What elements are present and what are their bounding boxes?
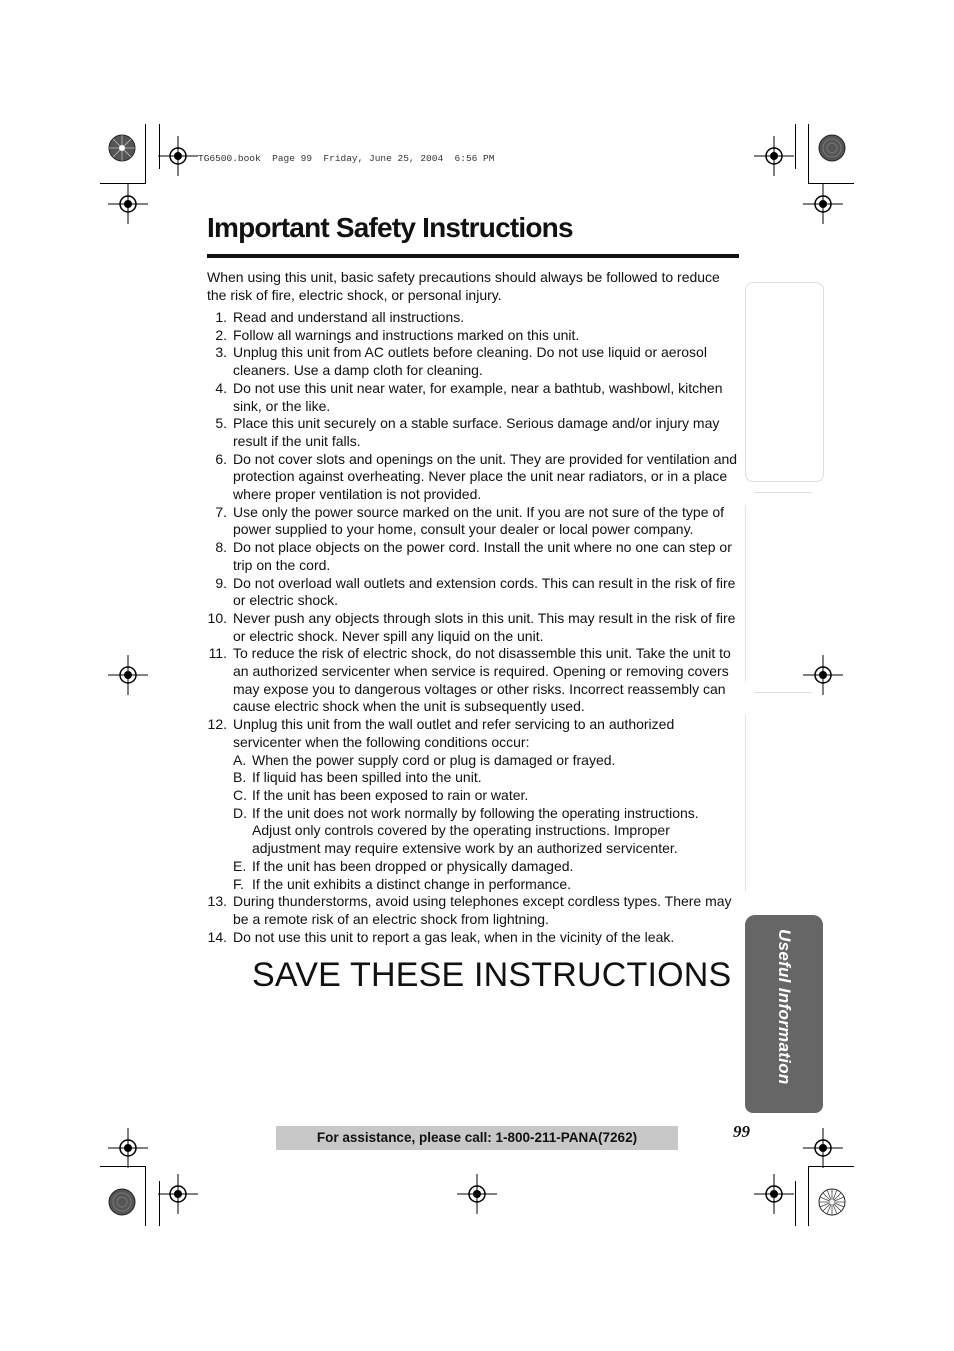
crop-mark (808, 124, 809, 184)
intro-paragraph: When using this unit, basic safety precautions should always be followed to reduce the risk of fire, electric shock, or personal injury. (207, 269, 720, 303)
sub-list-item: C. If the unit has been exposed to rain or water. (233, 786, 529, 803)
crop-mark (808, 1166, 809, 1226)
assistance-banner: For assistance, please call: 1-800-211-PANA(7262) (276, 1126, 678, 1150)
list-item: 3. Unplug this unit from AC outlets before cleaning. Do not use liquid or aerosol cleaners. Use a damp cloth for cleaning. (215, 344, 707, 379)
list-item: 10. Never push any objects through slots in this unit. This may result in the risk of fire or electric shock. Never spill any liquid on the unit. (207, 609, 736, 644)
registration-target-icon (803, 655, 843, 695)
sub-list-item: E. If the unit has been dropped or physically damaged. (233, 857, 574, 874)
list-item: 13. During thunderstorms, avoid using telephones except cordless types. There may be a remote risk of an electric shock from lightning. (207, 893, 732, 927)
registration-target-icon (803, 1128, 843, 1168)
list-item: 4. Do not use this unit near water, for example, near a bathtub, washbowl, kitchen sink, or the like. (215, 379, 723, 414)
list-item: 11. To reduce the risk of electric shock, do not disassemble this unit. Take the unit to an authorized servicenter when service is required. Opening or removing covers may expose you to dangerous voltages or other risks. Incorrect reassembly can cause electric shock when the unit is subsequently used. (208, 645, 731, 715)
registration-target-icon (754, 1174, 794, 1214)
color-wheel-mark-icon (107, 133, 137, 163)
list-item: 9. Do not overload wall outlets and extension cords. This can result in the risk of fire or electric shock. (215, 574, 736, 609)
sub-list-item: D. If the unit does not work normally by following the operating instructions. Adjust only controls covered by the operating instructions. Improper adjustment may require extensive work by an authorized servicenter. (233, 804, 699, 857)
list-item: 1. Read and understand all instructions. (215, 309, 465, 325)
registration-target-icon (158, 136, 198, 176)
registration-target-icon (158, 1174, 198, 1214)
save-instructions-heading: SAVE THESE INSTRUCTIONS (252, 956, 732, 994)
page-title: Important Safety Instructions (207, 212, 573, 243)
list-item: 6. Do not cover slots and openings on the unit. They are provided for ventilation and protection against overheating. Never place the unit near radiators, or in a place where proper ventilation is not provided. (215, 450, 738, 503)
list-item: 7. Use only the power source marked on the unit. If you are not sure of the type of power supplied to your home, consult your dealer or local power company. (215, 503, 725, 538)
gray-dot-mark-icon (817, 133, 847, 163)
crop-mark (145, 124, 146, 184)
registration-target-icon (108, 184, 148, 224)
section-tab-useful-information (745, 915, 823, 1113)
section-marker-box (745, 505, 810, 681)
section-tab-label: Useful Information (775, 929, 794, 1085)
section-marker-line (755, 492, 812, 493)
crop-mark (145, 1166, 146, 1226)
registration-target-icon (754, 136, 794, 176)
sub-list-item: A. When the power supply cord or plug is damaged or frayed. (233, 751, 616, 768)
registration-target-icon (803, 184, 843, 224)
crop-mark (795, 124, 796, 169)
print-header-meta: TG6500.book Page 99 Friday, June 25, 2004 6:56 PM (198, 153, 495, 164)
registration-target-icon (108, 655, 148, 695)
list-item: 2. Follow all warnings and instructions marked on this unit. (215, 326, 580, 343)
sub-list-item: F. If the unit exhibits a distinct change in performance. (233, 875, 572, 892)
gray-dot-mark-icon (107, 1187, 137, 1217)
page-number: 99 (733, 1122, 750, 1141)
title-rule (207, 254, 739, 258)
service-conditions-list (233, 752, 739, 894)
safety-instructions-list (207, 309, 739, 946)
list-item: 8. Do not place objects on the power cord. Install the unit where no one can step or trip on the cord. (215, 539, 732, 573)
sub-list-item: B. If liquid has been spilled into the unit. (233, 769, 482, 786)
list-item: 14. Do not use this unit to report a gas leak, when in the vicinity of the leak. (207, 928, 675, 945)
color-wheel-mark-icon (817, 1187, 847, 1217)
section-marker-box (745, 715, 810, 891)
list-item: 12. Unplug this unit from the wall outlet and refer servicing to an authorized servicenter when the following conditions occur: A. When the power supply cord or plug is damaged or frayed. B. If liquid has been spilled into the unit. C. If the unit has been exposed to rain or water. D. If the unit does not work normally by following the operating instructions. Adjust only controls covered by the operating instructions. Improper adjustment may require extensive work by an authorized servicenter. E. If the unit has been dropped or physically damaged. F. If the unit exhibits a distinct change in performance. (207, 716, 739, 893)
registration-target-icon (108, 1128, 148, 1168)
list-item: 5. Place this unit securely on a stable surface. Serious damage and/or injury may result if the unit falls. (215, 415, 720, 449)
section-marker-box (745, 282, 824, 482)
crop-mark (795, 1181, 796, 1226)
registration-target-icon (457, 1174, 497, 1214)
